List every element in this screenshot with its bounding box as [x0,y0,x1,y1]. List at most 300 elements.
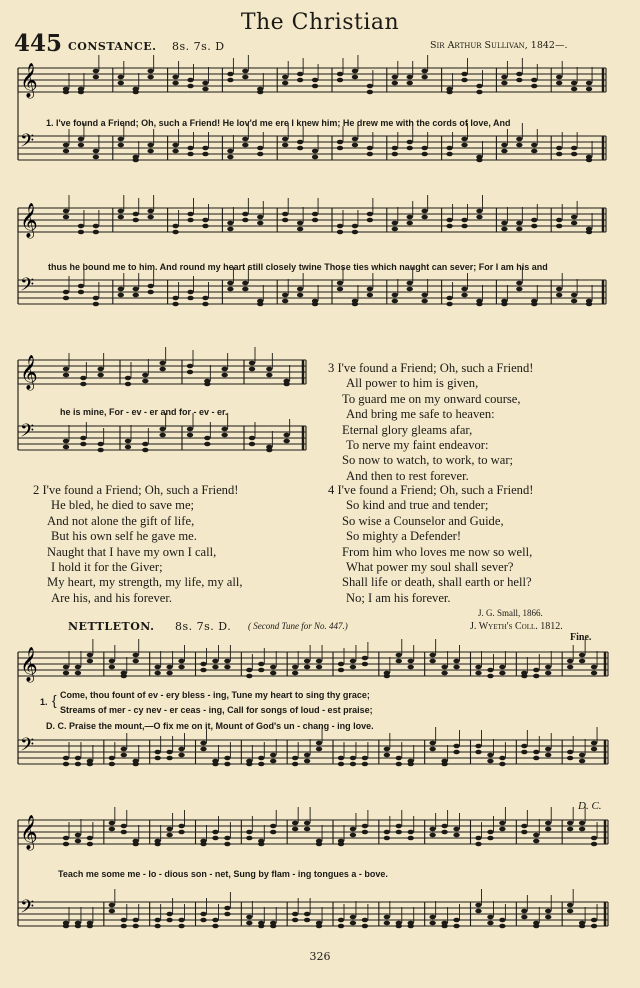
note-head [475,750,481,755]
staff [18,639,608,683]
verse-line: No; I am his forever. [346,590,451,605]
note-head [499,762,505,767]
note-head [172,296,178,301]
note-head [227,155,233,160]
note-head [166,756,172,761]
note-head [392,81,398,86]
note-head [591,665,597,670]
note-head [75,756,81,761]
note-head [475,665,481,670]
note-head [408,836,414,841]
note-head [258,668,264,673]
note-head [159,361,165,366]
verse-line: So wise a Counselor and Guide, [342,513,504,528]
note-head [304,827,310,832]
note-head [533,668,539,673]
note-head [282,293,288,298]
note-head [121,918,127,923]
note-head [446,224,452,229]
note-head [316,741,322,746]
note-head [125,439,131,444]
note-head [242,137,248,142]
note-head [212,762,218,767]
note-head [118,293,124,298]
note-head [384,674,390,679]
note-head [567,827,573,832]
note-head [257,152,263,157]
note-head [133,287,139,292]
note-head [316,665,322,670]
bass-clef-icon: 𝄢 [20,275,35,300]
note-head [166,750,172,755]
note-head [172,143,178,148]
note-head [154,924,160,929]
nettleton-tune-name: NETTLETON. [68,620,155,633]
system3-lyric: he is mine, For - ev - er and for - ev - er. [60,407,228,417]
note-head [97,442,103,447]
note-head [396,830,402,835]
note-head [187,370,193,375]
note-head [109,827,115,832]
note-head [93,69,99,74]
verse-line: Shall life or death, shall earth or hell? [342,575,532,590]
note-head [142,373,148,378]
note-head [80,382,86,387]
page-header: The Christian [240,10,400,35]
note-head [257,221,263,226]
note-head [352,302,358,307]
staff [18,267,606,306]
note-head [367,90,373,95]
staff [18,195,606,239]
note-head [227,78,233,83]
note-head [516,281,522,286]
treble-clef-icon: 𝄞 [20,815,38,850]
note-head [257,90,263,95]
verse-line: 4 I've found a Friend; Oh, such a Friend! [328,483,534,497]
note-head [337,140,343,145]
staff [18,413,306,452]
note-head [166,665,172,670]
note-head [446,296,452,301]
note-head [78,230,84,235]
staff [18,55,606,99]
system1-lyric: 1. I've found a Friend; Oh, such a Friend! He lov'd me ere I knew him; He drew me with the cords of love, And [46,118,511,128]
note-head [571,81,577,86]
verse-line: Are his, and his forever. [51,590,173,605]
note-head [212,836,218,841]
note-head [75,839,81,844]
note-head [352,75,358,80]
note-head [292,671,298,676]
note-head [556,218,562,223]
note-head [591,918,597,923]
note-head [429,827,435,832]
note-head [407,221,413,226]
note-head [200,747,206,752]
composer: Sir Arthur Sullivan, 1842—. [430,40,568,51]
note-head [246,668,252,673]
note-head [312,212,318,217]
note-head [521,750,527,755]
note-head [63,215,69,220]
verse-line: So mighty a Defender! [346,529,462,544]
note-head [118,75,124,80]
note-head [109,659,115,664]
note-head [446,302,452,307]
note-head [270,665,276,670]
note-head [166,912,172,917]
note-head [567,659,573,664]
note-head [212,924,218,929]
note-head [591,741,597,746]
note-head [270,924,276,929]
music-system-3 [18,356,306,482]
note-head [531,84,537,89]
note-head [408,665,414,670]
note-head [187,296,193,301]
note-head [227,287,233,292]
note-head [125,382,131,387]
note-head [475,842,481,847]
note-head [93,75,99,80]
note-head [350,665,356,670]
note-head [282,81,288,86]
note-head [350,756,356,761]
note-head [270,753,276,758]
note-head [121,824,127,829]
note-head [142,442,148,447]
note-head [87,924,93,929]
note-head [531,78,537,83]
note-head [338,756,344,761]
note-head [142,379,148,384]
note-head [521,830,527,835]
note-head [567,750,573,755]
note-head [429,653,435,658]
note-head [367,146,373,151]
bass-clef-icon: 𝄢 [20,735,35,760]
note-head [200,741,206,746]
note-head [266,367,272,372]
note-head [87,653,93,658]
note-head [212,918,218,923]
note-head [567,665,573,670]
note-head [476,215,482,220]
note-head [446,146,452,151]
note-head [147,290,153,295]
note-head [121,753,127,758]
note-head [476,302,482,307]
note-head [87,836,93,841]
note-head [304,659,310,664]
note-head [446,218,452,223]
staff [18,727,608,766]
note-head [297,146,303,151]
note-head [407,81,413,86]
note-head [78,284,84,289]
note-head [93,296,99,301]
note-head [78,143,84,148]
note-head [487,921,493,926]
verse-line: Naught that I have my own I call, [47,544,217,559]
note-head [461,218,467,223]
staff [18,807,608,851]
note-head [242,75,248,80]
note-head [533,839,539,844]
note-head [270,830,276,835]
note-head [501,302,507,307]
note-head [475,836,481,841]
note-head [224,906,230,911]
note-head [297,72,303,77]
note-head [246,921,252,926]
note-head [571,152,577,157]
note-head [407,287,413,292]
note-head [166,827,172,832]
note-head [337,146,343,151]
note-head [118,215,124,220]
note-head [521,824,527,829]
note-head [75,924,81,929]
staff [18,347,306,391]
note-head [109,756,115,761]
note-head [224,762,230,767]
note-head [221,433,227,438]
note-head [407,140,413,145]
note-head [487,668,493,673]
note-head [154,750,160,755]
note-head [429,747,435,752]
note-head [63,671,69,676]
note-head [200,668,206,673]
note-head [204,382,210,387]
note-head [487,836,493,841]
note-head [521,909,527,914]
note-head [97,448,103,453]
dc-marking: D. C. [578,800,602,812]
note-head [63,143,69,148]
note-head [133,653,139,658]
note-head [453,918,459,923]
note-head [556,152,562,157]
verse-line: But his own self he gave me. [51,529,197,544]
note-head [407,215,413,220]
note-head [461,72,467,77]
note-head [312,302,318,307]
note-head [453,750,459,755]
note-head [246,830,252,835]
note-head [304,821,310,826]
note-head [187,152,193,157]
note-head [172,230,178,235]
note-head [147,69,153,74]
note-head [187,84,193,89]
note-head [75,762,81,767]
nettleton-note: ( Second Tune for No. 447.) [248,621,348,631]
note-head [487,753,493,758]
note-head [453,827,459,832]
note-head [121,830,127,835]
note-head [109,762,115,767]
note-head [453,833,459,838]
note-head [133,218,139,223]
note-head [212,659,218,664]
note-head [242,212,248,217]
note-head [297,227,303,232]
note-head [571,215,577,220]
note-head [516,137,522,142]
note-head [338,924,344,929]
note-head [178,830,184,835]
note-head [187,427,193,432]
note-head [499,924,505,929]
bass-clef-icon: 𝄢 [20,421,35,446]
note-head [304,918,310,923]
note-head [362,656,368,661]
note-head [257,302,263,307]
note-head [408,830,414,835]
note-head [571,299,577,304]
note-head [362,918,368,923]
note-head [159,433,165,438]
note-head [257,146,263,151]
note-head [212,665,218,670]
treble-clef-icon: 𝄞 [20,203,38,238]
note-head [63,290,69,295]
note-head [202,296,208,301]
note-head [421,209,427,214]
note-head [78,90,84,95]
note-head [312,78,318,83]
note-head [97,373,103,378]
note-head [204,442,210,447]
note-head [249,442,255,447]
note-head [429,921,435,926]
verse-line: To nerve my faint endeavor: [346,438,489,453]
note-head [384,830,390,835]
note-head [200,842,206,847]
verse-line: What power my soul shall sever? [346,560,514,575]
note-head [338,842,344,847]
note-head [249,361,255,366]
note-head [499,665,505,670]
note-head [266,448,272,453]
note-head [421,293,427,298]
note-head [282,137,288,142]
note-head [172,149,178,154]
note-head [501,81,507,86]
note-head [338,762,344,767]
note-head [187,212,193,217]
note-head [172,75,178,80]
note-head [521,915,527,920]
note-head [297,293,303,298]
note-head [499,821,505,826]
note-head [531,149,537,154]
note-head [367,287,373,292]
note-head [337,287,343,292]
note-head [586,158,592,163]
note-head [429,659,435,664]
note-head [337,224,343,229]
note-head [178,747,184,752]
note-head [202,81,208,86]
verse-line: All power to him is given, [346,376,479,391]
staff [18,123,606,162]
note-head [501,149,507,154]
note-head [531,302,537,307]
note-head [283,439,289,444]
note-head [63,445,69,450]
note-head [362,830,368,835]
note-head [338,918,344,923]
note-head [159,367,165,372]
note-head [227,281,233,286]
note-head [118,143,124,148]
note-head [227,72,233,77]
note-head [441,762,447,767]
page-number: 326 [309,950,331,963]
note-head [63,665,69,670]
note-head [579,821,585,826]
note-head [487,915,493,920]
note-head [178,753,184,758]
note-head [499,756,505,761]
note-head [556,81,562,86]
note-head [533,756,539,761]
note-head [396,924,402,929]
note-head [384,921,390,926]
note-head [384,836,390,841]
note-head [187,433,193,438]
note-head [499,671,505,676]
note-head [200,662,206,667]
note-head [384,753,390,758]
note-head [63,373,69,378]
note-head [297,140,303,145]
nettleton-line-4: Teach me some me - lo - dious son - net, Sung by flam - ing tongues a - bove. [58,869,388,879]
note-head [338,662,344,667]
note-head [453,744,459,749]
note-head [501,227,507,232]
note-head [133,924,139,929]
nettleton-source: J. Wyeth's Coll. 1812. [470,621,563,632]
verse-line: He bled, he died to save me; [51,498,195,513]
note-head [533,674,539,679]
note-head [147,143,153,148]
note-head [545,909,551,914]
note-head [202,302,208,307]
note-head [147,215,153,220]
note-head [352,143,358,148]
note-head [461,293,467,298]
note-head [408,924,414,929]
fine-marking: Fine. [570,632,592,643]
note-head [154,671,160,676]
note-head [531,143,537,148]
note-head [172,302,178,307]
verse-line: My heart, my strength, my life, my all, [47,575,243,590]
note-head [350,827,356,832]
note-head [392,152,398,157]
note-head [221,427,227,432]
note-head [591,836,597,841]
verse-line: I hold it for the Giver; [51,560,163,575]
note-head [292,762,298,767]
note-head [178,659,184,664]
note-head [246,674,252,679]
